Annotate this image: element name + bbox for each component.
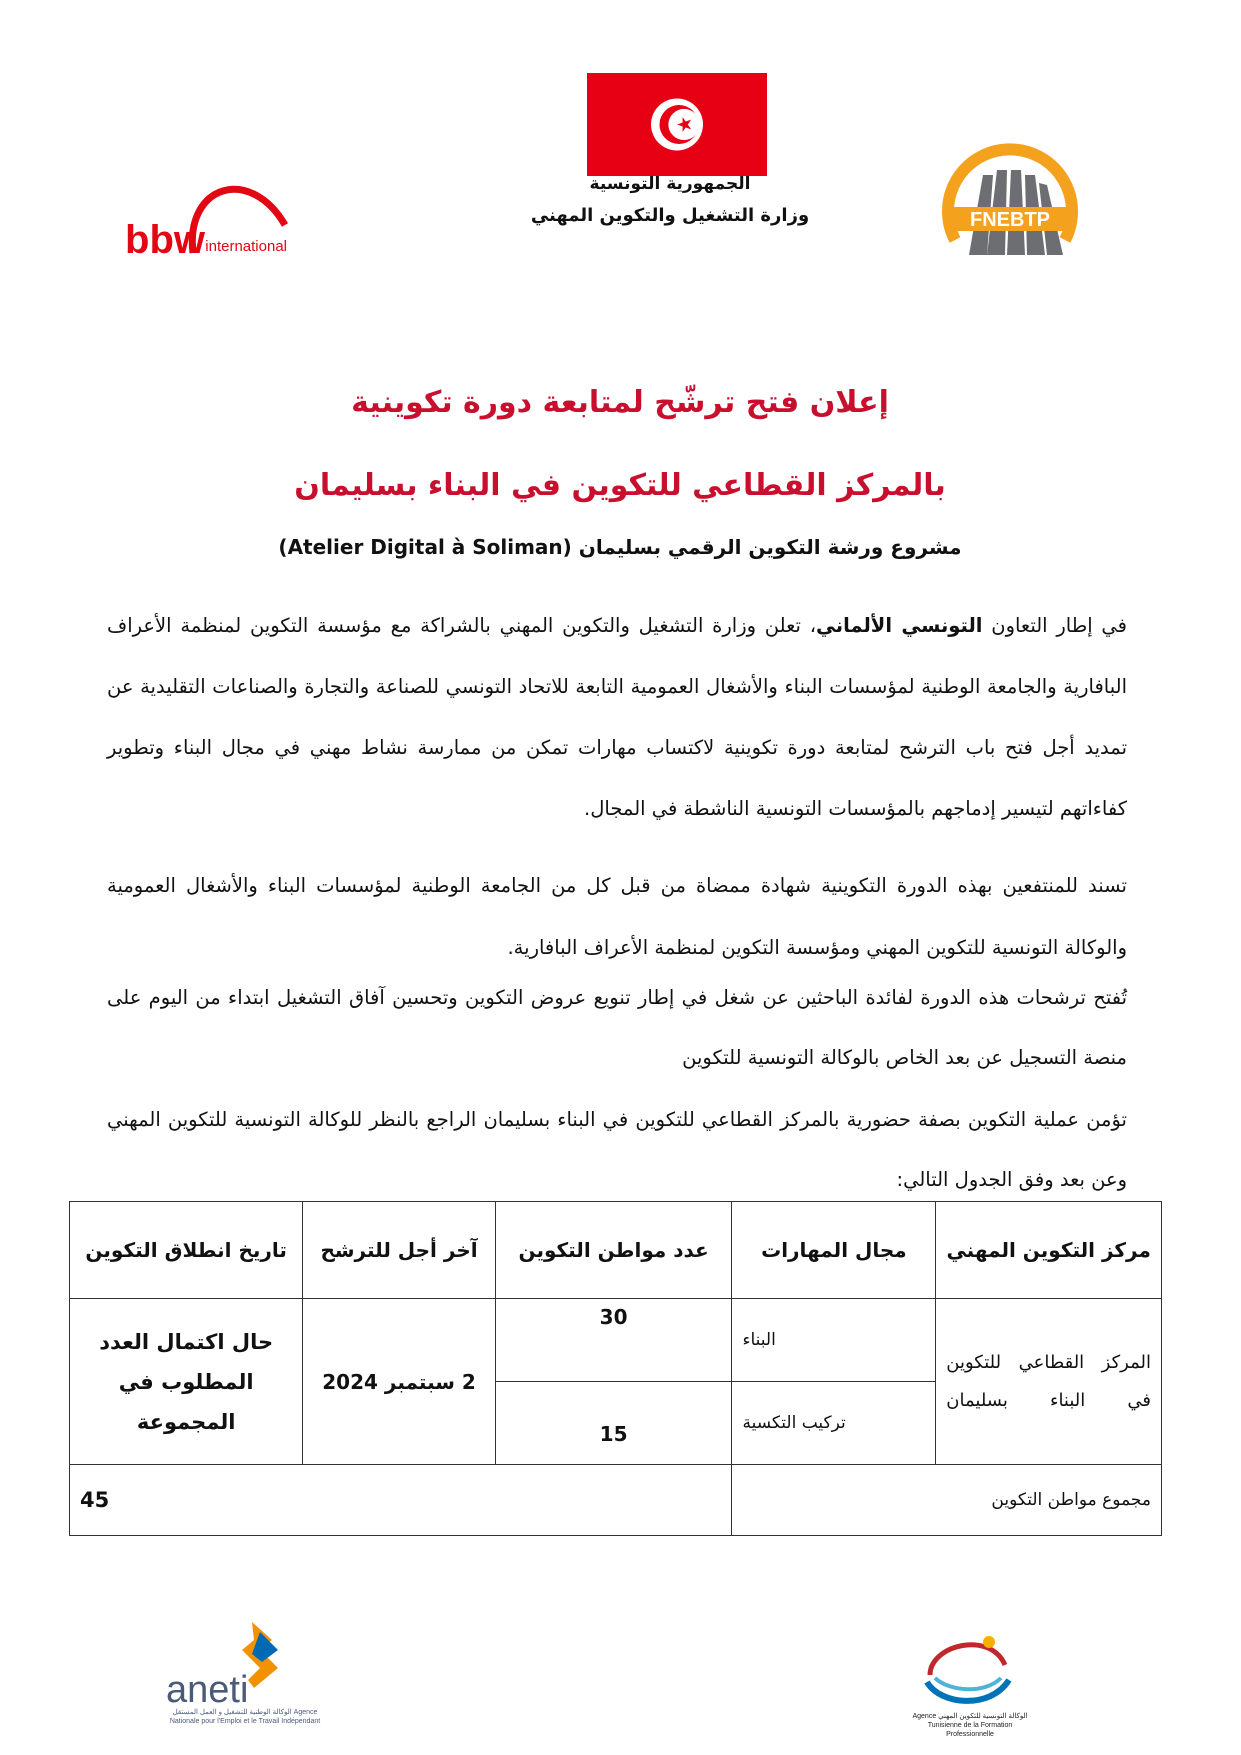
start-value: حال اكتمال العدد المطلوب في المجموعة <box>70 1299 303 1465</box>
deadline-value: 2 سبتمبر 2024 <box>303 1299 495 1465</box>
atfp-logo <box>905 1620 1035 1745</box>
field-value: تركيب التكسية <box>732 1382 936 1465</box>
page-title-line1: إعلان فتح ترشّح لمتابعة دورة تكوينية <box>351 385 889 420</box>
header-deadline: آخر أجل للترشح <box>303 1202 495 1299</box>
svg-text:international: international <box>205 238 287 255</box>
tunisia-flag <box>587 73 767 176</box>
page-title-line2: بالمركز القطاعي للتكوين في البناء بسليمان <box>294 468 946 503</box>
header-count: عدد مواطن التكوين <box>495 1202 732 1299</box>
count-value: 30 <box>495 1299 732 1382</box>
republic-label: الجمهورية التونسية <box>589 174 751 194</box>
total-value: 45 <box>70 1465 732 1536</box>
atfp-logo-text: الوكالة التونسية للتكوين المهني Agence Tunisienne de la Formation Professionnelle <box>912 1713 1028 1738</box>
fnebtp-logo-text: FNEBTP <box>970 209 1050 231</box>
bbw-logo <box>125 165 385 262</box>
ministry-label: وزارة التشغيل والتكوين المهني <box>530 205 810 226</box>
paragraph-1-rest: ، تعلن وزارة التشغيل والتكوين المهني بالشراكة مع مؤسسة التكوين لمنظمة الأعراف البافارية والجامعة الوطنية لمؤسسات البناء والأشغال العمومية التابعة للاتحاد التونسي للصناعة والتجارة والصناعات التقليدية عن تمديد أجل فتح باب الترشح لمتابعة دورة تكوينية لاكتساب مهارات تمكن من ممارسة نشاط مهني في مجال البناء وتطوير كفاءاتهم لتيسير إدماجهم بالمؤسسات التونسية الناشطة في المجال. <box>107 614 1127 820</box>
table-header-row <box>70 1202 1162 1299</box>
fnebtp-logo <box>935 145 1085 260</box>
field-value: البناء <box>732 1299 936 1382</box>
count-value: 15 <box>495 1382 732 1465</box>
center-value: المركز القطاعي للتكوين في البناء بسليمان <box>936 1299 1162 1465</box>
svg-text:bbw: bbw <box>125 218 205 262</box>
aneti-logo-text: الوكالة الوطنية للتشغيل و العمل المستقل Agence Nationale pour l'Emploi et le Travail Indépendant <box>169 1709 321 1725</box>
paragraph-1 <box>107 595 1127 839</box>
paragraph-2: تسند للمنتفعين بهذه الدورة التكوينية شهادة ممضاة من قبل كل من الجامعة الوطنية لمؤسسات البناء والأشغال العمومية والوكالة التونسية للتكوين المهني ومؤسسة التكوين لمنظمة الأعراف البافارية. <box>107 874 1127 959</box>
paragraph-3: تُفتح ترشحات هذه الدورة لفائدة الباحثين عن شغل في إطار تنويع عروض التكوين وتحسين آفاق التشغيل ابتداء من اليوم على منصة التسجيل عن بعد الخاص بالوكالة التونسية للتكوين <box>107 986 1127 1069</box>
paragraph-1-prefix: في إطار التعاون <box>982 614 1128 637</box>
header-center: مركز التكوين المهني <box>936 1202 1162 1299</box>
page-subtitle: مشروع ورشة التكوين الرقمي بسليمان (Atelier Digital à Soliman) <box>278 535 962 559</box>
table-row <box>70 1299 1162 1382</box>
paragraph-4: تؤمن عملية التكوين بصفة حضورية بالمركز القطاعي للتكوين في البناء بسليمان الراجع بالنظر للوكالة التونسية للتكوين المهني وعن بعد وفق الجدول التالي: <box>107 1108 1127 1191</box>
paragraph-1-bold: التونسي الألماني <box>816 614 983 637</box>
header-field: مجال المهارات <box>732 1202 936 1299</box>
total-label: مجموع مواطن التكوين <box>732 1465 1162 1536</box>
training-table <box>69 1201 1162 1536</box>
header-start: تاريخ انطلاق التكوين <box>70 1202 303 1299</box>
aneti-logo-brand: aneti <box>166 1669 249 1711</box>
aneti-logo <box>160 1620 330 1745</box>
table-total-row <box>70 1465 1162 1536</box>
